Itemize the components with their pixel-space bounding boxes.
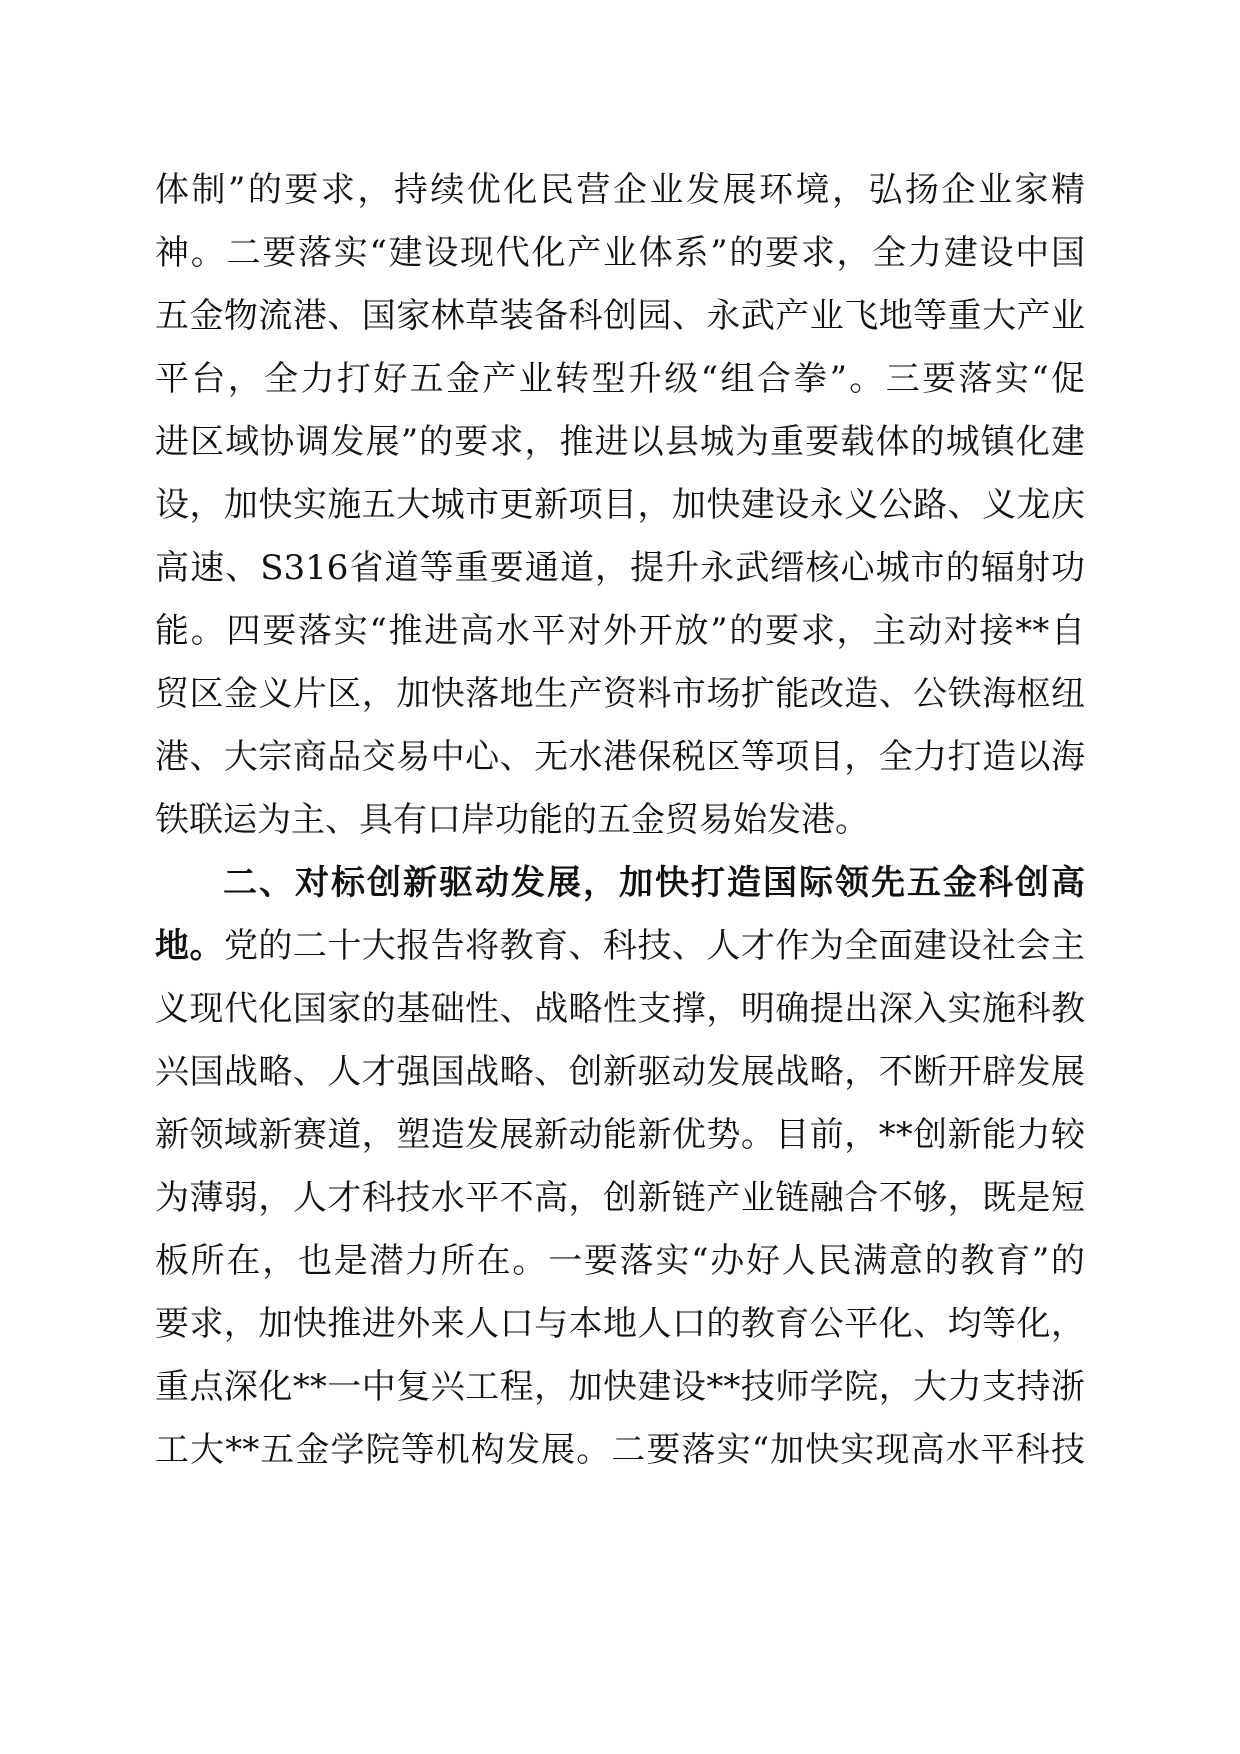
paragraph-line: 进区域协调发展”的要求，推进以县城为重要载体的城镇化建 <box>155 422 1085 462</box>
paragraph-text: 党的二十大报告将教育、科技、人才作为全面建设社会主 <box>223 926 1086 966</box>
paragraph-line: 能。四要落实“推进高水平对外开放”的要求，主动对接**自 <box>155 611 1085 651</box>
paragraph-line: 五金物流港、国家林草装备科创园、永武产业飞地等重大产业 <box>155 296 1085 336</box>
paragraph-line: 铁联运为主、具有口岸功能的五金贸易始发港。 <box>155 800 869 840</box>
paragraph-line: 平台，全力打好五金产业转型升级“组合拳”。三要落实“促 <box>155 359 1085 399</box>
paragraph-line: 设，加快实施五大城市更新项目，加快建设永义公路、义龙庆 <box>155 485 1085 525</box>
paragraph-line: 神。二要落实“建设现代化产业体系”的要求，全力建设中国 <box>155 233 1085 273</box>
paragraph-line: 板所在，也是潜力所在。一要落实“办好人民满意的教育”的 <box>155 1241 1085 1281</box>
section-heading-continuation <box>155 924 1085 968</box>
paragraph-line: 港、大宗商品交易中心、无水港保税区等项目，全力打造以海 <box>155 737 1085 777</box>
paragraph-line: 贸区金义片区，加快落地生产资料市场扩能改造、公铁海枢纽 <box>155 674 1085 714</box>
paragraph-line: 体制”的要求，持续优化民营企业发展环境，弘扬企业家精 <box>155 170 1085 210</box>
paragraph-line: 重点深化**一中复兴工程，加快建设**技师学院，大力支持浙 <box>155 1367 1085 1407</box>
paragraph-line: 兴国战略、人才强国战略、创新驱动发展战略，不断开辟发展 <box>155 1052 1085 1092</box>
paragraph-line: 新领域新赛道，塑造发展新动能新优势。目前，**创新能力较 <box>155 1115 1085 1155</box>
section-heading: 二、对标创新驱动发展，加快打造国际领先五金科创高 <box>223 863 1085 903</box>
paragraph-line: 为薄弱，人才科技水平不高，创新链产业链融合不够，既是短 <box>155 1178 1085 1218</box>
paragraph-line: 工大**五金学院等机构发展。二要落实“加快实现高水平科技 <box>155 1430 1085 1470</box>
paragraph-line: 义现代化国家的基础性、战略性支撑，明确提出深入实施科教 <box>155 989 1085 1029</box>
paragraph-line: 高速、S316省道等重要通道，提升永武缙核心城市的辐射功 <box>155 548 1085 588</box>
paragraph-line: 要求，加快推进外来人口与本地人口的教育公平化、均等化， <box>155 1304 1085 1344</box>
section-heading-end: 地。 <box>155 926 224 966</box>
